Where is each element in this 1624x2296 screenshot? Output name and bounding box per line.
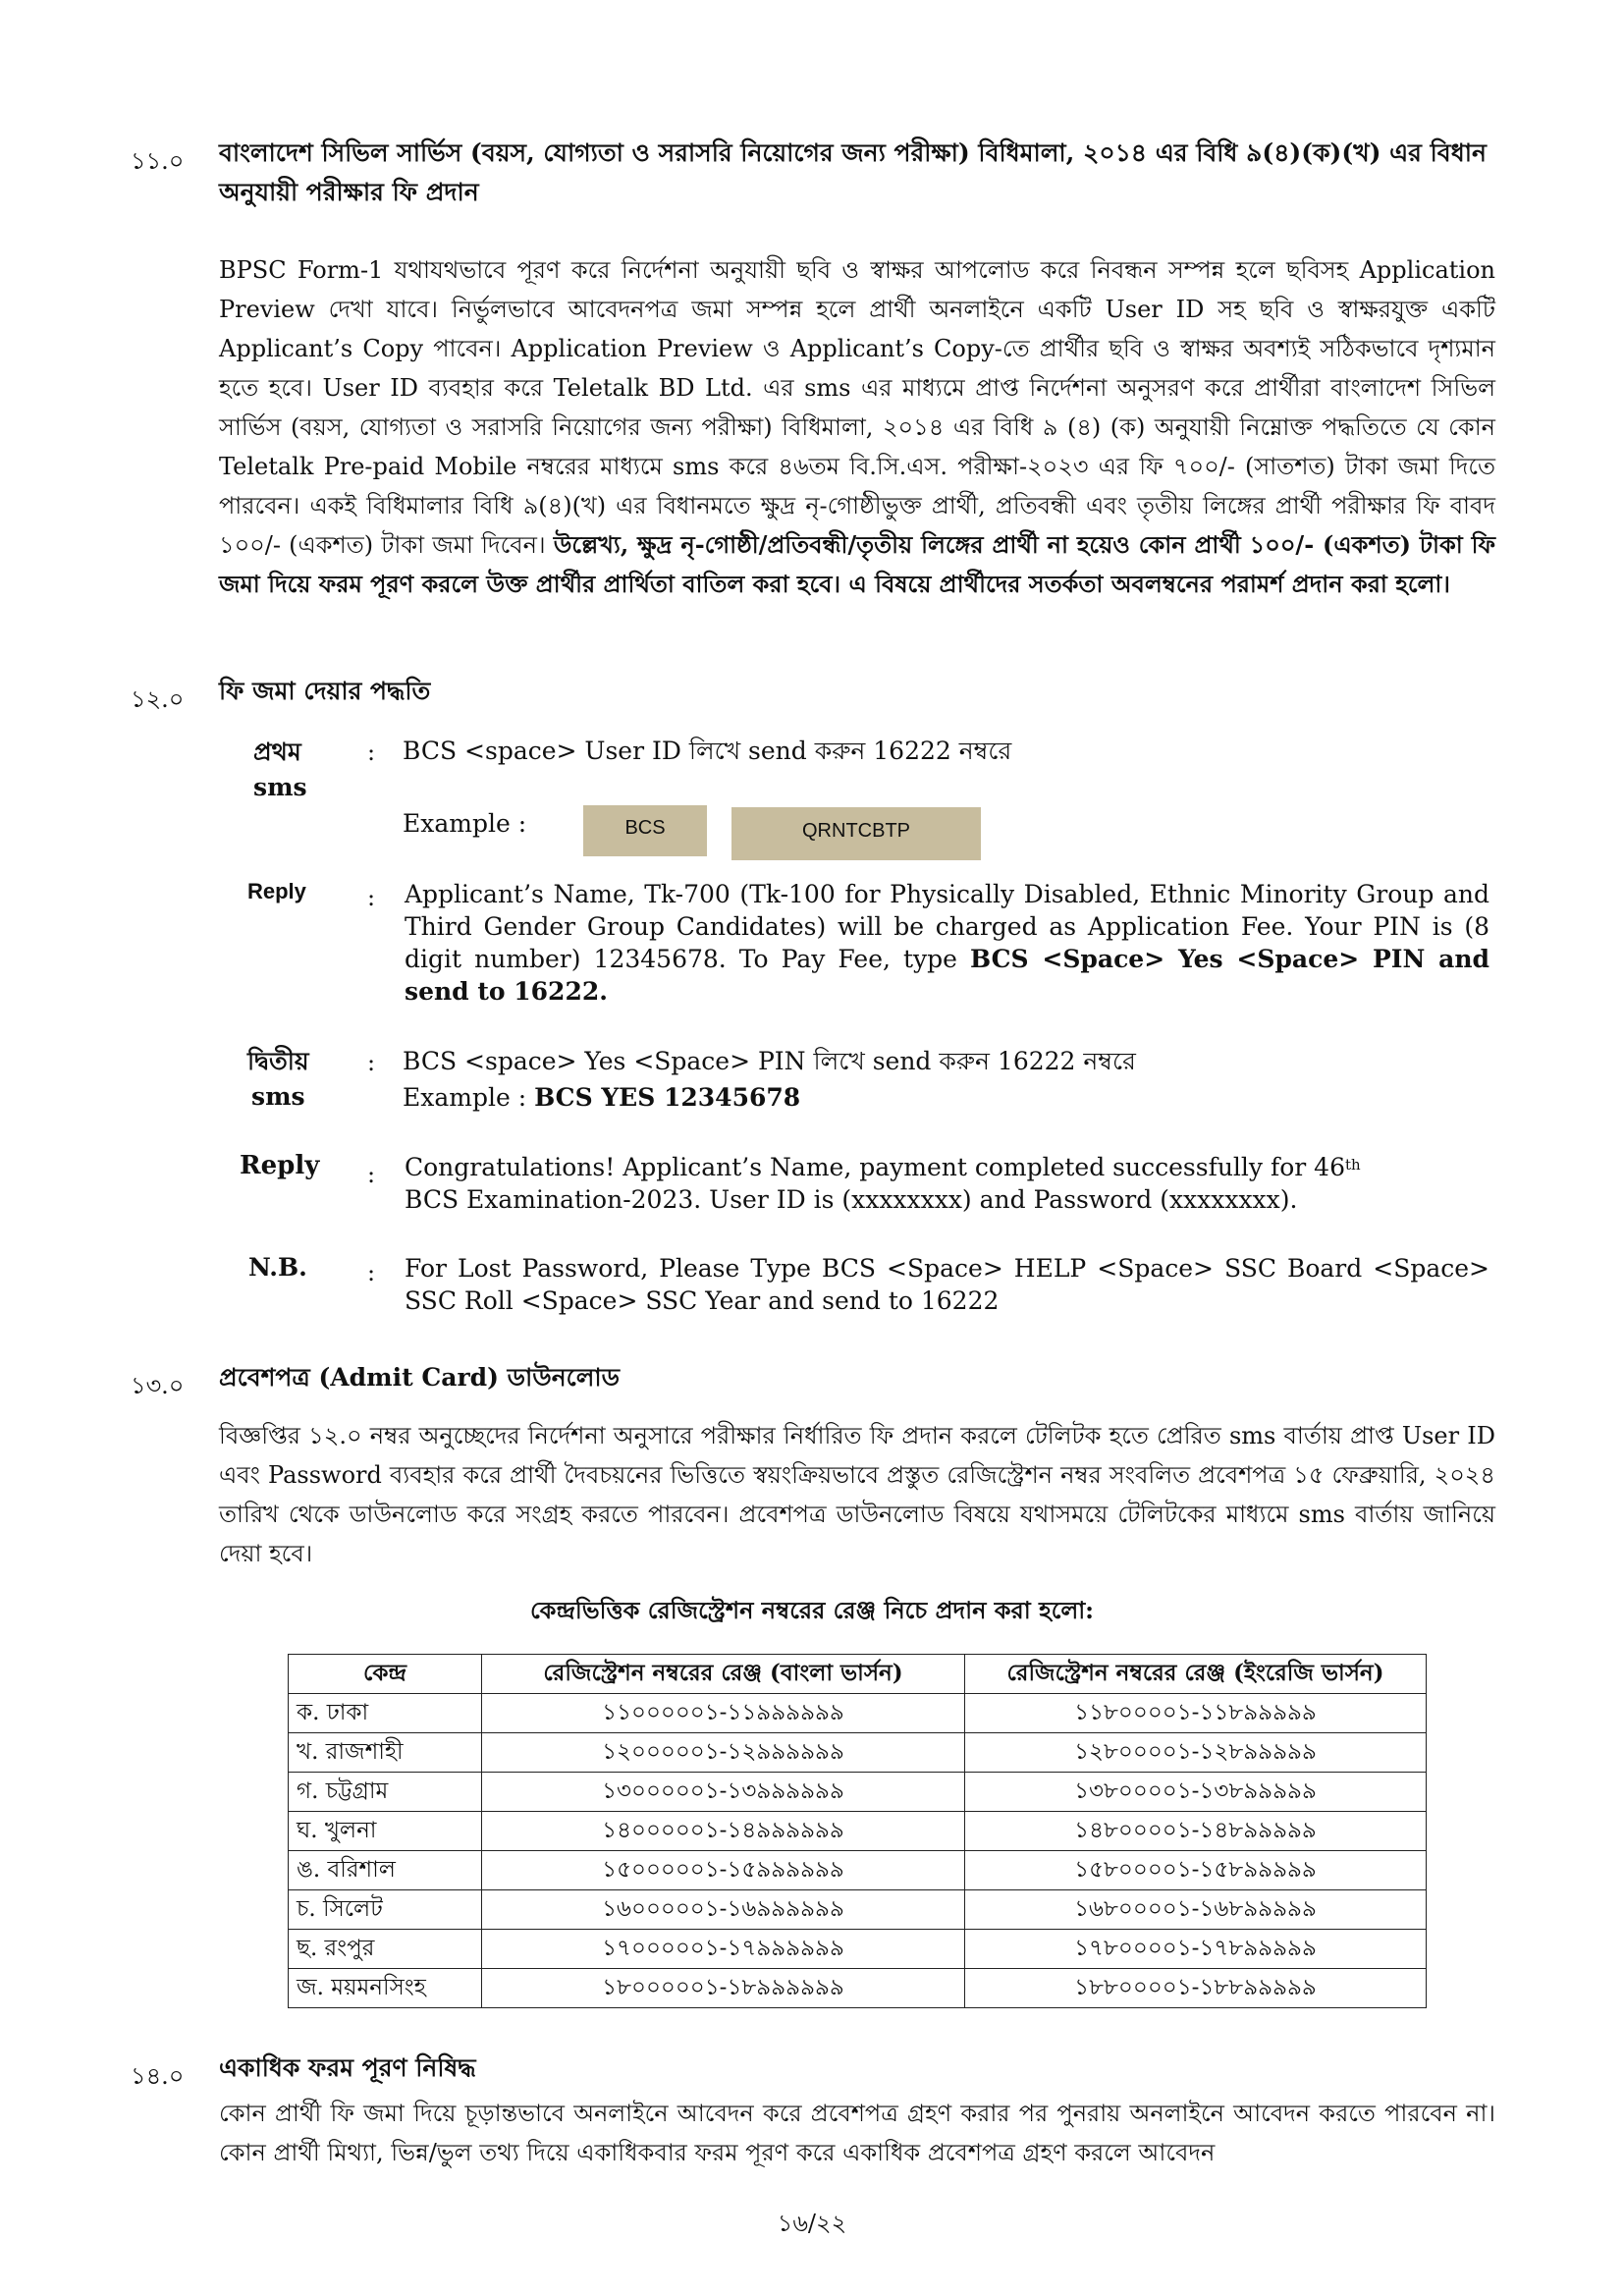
table-row (289, 1969, 1427, 2008)
reply-1-colon: : (367, 884, 376, 911)
second-sms-label-line2: sms (251, 1082, 305, 1111)
bangla-range: ১৬০০০০০১-১৬৯৯৯৯৯৯ (482, 1890, 965, 1930)
second-sms-label (247, 1044, 309, 1115)
section-13-paragraph: বিজ্ঞপ্তির ১২.০ নম্বর অনুচ্ছেদের নির্দেশনা অনুসারে পরীক্ষার নির্ধারিত ফি প্রদান করলে টেলিটক হতে প্রেরিত sms বার্তায় প্রাপ্ত User ID এবং Password ব্যবহার করে প্রার্থী দৈবচয়নের ভিত্তিতে স্বয়ংক্রিয়ভাবে প্রস্তুত রেজিস্ট্রেশন নম্বর সংবলিত প্রবেশপত্র ১৫ ফেব্রুয়ারি, ২০২৪ তারিখ থেকে ডাউনলোড করে সংগ্রহ করতে পারবেন। প্রবেশপত্র ডাউনলোড বিষয়ে যথাসময়ে টেলিটকের মাধ্যমে sms বার্তায় জানিয়ে দেয়া হবে। (219, 1422, 1495, 1567)
english-range: ১৩৮০০০০১-১৩৮৯৯৯৯৯ (965, 1773, 1427, 1812)
table-caption: কেন্দ্রভিত্তিক রেজিস্ট্রেশন নম্বরের রেঞ্জ নিচে প্রদান করা হলো: (529, 1596, 1095, 1624)
center-name: চ. সিলেট (289, 1890, 482, 1930)
bangla-range: ১৫০০০০০১-১৫৯৯৯৯৯৯ (482, 1851, 965, 1890)
second-sms-example (403, 1081, 800, 1114)
bangla-range: ১১০০০০০১-১১৯৯৯৯৯৯ (482, 1694, 965, 1733)
center-name: খ. রাজশাহী (289, 1733, 482, 1773)
table-row (289, 1851, 1427, 1890)
section-11-heading-line2: অনুযায়ী পরীক্ষার ফি প্রদান (219, 178, 479, 206)
registration-range-table (288, 1654, 1427, 2008)
second-sms-instruction: BCS <space> Yes <Space> PIN লিখে send করুন 16222 নম্বরে (403, 1047, 1136, 1075)
section-14-paragraph: কোন প্রার্থী ফি জমা দিয়ে চূড়ান্তভাবে অনলাইনে আবেদন করে প্রবেশপত্র গ্রহণ করার পর পুনরায় অনলাইনে আবেদন করতে পারবেন না। কোন প্রার্থী মিথ্যা, ভিন্ন/ভুল তথ্য দিয়ে একাধিকবার ফরম পূরণ করে একাধিক প্রবেশপত্র গ্রহণ করলে আবেদন (219, 2100, 1495, 2166)
english-range: ১৫৮০০০০১-১৫৮৯৯৯৯৯ (965, 1851, 1427, 1890)
center-name: ছ. রংপুর (289, 1930, 482, 1969)
english-range: ১৮৮০০০০১-১৮৮৯৯৯৯৯ (965, 1969, 1427, 2008)
section-11-paragraph-text: BPSC Form-1 যথাযথভাবে পূরণ করে নির্দেশনা অনুযায়ী ছবি ও স্বাক্ষর আপলোড করে নিবন্ধন সম্পন্ন হলে ছবিসহ Application Preview দেখা যাবে। নির্ভুলভাবে আবেদনপত্র জমা সম্পন্ন হলে প্রার্থী অনলাইনে একটি User ID সহ ছবি ও স্বাক্ষরযুক্ত একটি Applicant’s Copy পাবেন। Application Preview ও Applicant’s Copy-তে প্রার্থীর ছবি ও স্বাক্ষর অবশ্যই সঠিকভাবে দৃশ্যমান হতে হবে। User ID ব্যবহার করে Teletalk BD Ltd. এর sms এর মাধ্যমে প্রাপ্ত নির্দেশনা অনুসরণ করে প্রার্থীরা বাংলাদেশ সিভিল সার্ভিস (বয়স, যোগ্যতা ও সরাসরি নিয়োগের জন্য পরীক্ষা) বিধিমালা, ২০১৪ এর বিধি ৯ (৪) (ক) অনুযায়ী নিম্নোক্ত পদ্ধতিতে যে কোন Teletalk Pre-paid Mobile নম্বরের মাধ্যমে sms করে ৪৬তম বি.সি.এস. পরীক্ষা-২০২৩ এর ফি ৭০০/- (সাতশত) টাকা জমা দিতে পারবেন। একই বিধিমালার বিধি ৯(৪)(খ) এর বিধানমতে ক্ষুদ্র নৃ-গোষ্ঠীভুক্ত প্রার্থী, প্রতিবন্ধী এবং তৃতীয় লিঙ্গের প্রার্থী পরীক্ষার ফি বাবদ ১০০/- (একশত) টাকা জমা দিবেন। (219, 256, 1495, 559)
first-sms-colon: : (367, 738, 376, 766)
bangla-range: ১৭০০০০০১-১৭৯৯৯৯৯৯ (482, 1930, 965, 1969)
english-range: ১১৮০০০০১-১১৮৯৯৯৯৯ (965, 1694, 1427, 1733)
reply-2-label: Reply (240, 1151, 320, 1180)
reply-2-colon: : (367, 1161, 376, 1188)
table-header-english-range: রেজিস্ট্রেশন নম্বরের রেঞ্জ (ইংরেজি ভার্সন) (965, 1655, 1427, 1694)
page-number: ১৬/২২ (777, 2210, 847, 2237)
first-sms-example-label: Example : (403, 809, 527, 838)
section-13-heading: প্রবেশপত্র (Admit Card) ডাউনলোড (219, 1363, 621, 1392)
section-11-heading-line1: বাংলাদেশ সিভিল সার্ভিস (বয়স, যোগ্যতা ও সরাসরি নিয়োগের জন্য পরীক্ষা) বিধিমালা, ২০১৪ এর বিধি ৯(৪)(ক)(খ) এর বিধান (219, 138, 1487, 167)
table-row (289, 1773, 1427, 1812)
english-range: ১৪৮০০০০১-১৪৮৯৯৯৯৯ (965, 1812, 1427, 1851)
bangla-range: ১২০০০০০১-১২৯৯৯৯৯৯ (482, 1733, 965, 1773)
section-14-heading: একাধিক ফরম পূরণ নিষিদ্ধ (219, 2053, 476, 2082)
bangla-range: ১৪০০০০০১-১৪৯৯৯৯৯৯ (482, 1812, 965, 1851)
nb-text: For Lost Password, Please Type BCS <Space> HELP <Space> SSC Board <Space> SSC Roll <Space> SSC Year and send to 16222 (405, 1254, 1489, 1315)
section-12-heading: ফি জমা দেয়ার পদ্ধতি (219, 677, 431, 705)
second-sms-colon: : (367, 1049, 376, 1076)
nb-colon: : (367, 1259, 376, 1286)
center-name: ঘ. খুলনা (289, 1812, 482, 1851)
second-sms-example-value: BCS YES 12345678 (534, 1083, 801, 1112)
first-sms-label-line1: প্রথম (253, 738, 301, 766)
example-box-userid: QRNTCBTP (731, 807, 981, 860)
nb-label: N.B. (248, 1253, 307, 1282)
table-header-center: কেন্দ্র (289, 1655, 482, 1694)
table-row (289, 1890, 1427, 1930)
table-row (289, 1930, 1427, 1969)
first-sms-label-line2: sms (253, 773, 307, 801)
table-row (289, 1812, 1427, 1851)
center-name: ক. ঢাকা (289, 1694, 482, 1733)
example-box-bcs: BCS (583, 805, 707, 856)
bangla-range: ১৩০০০০০১-১৩৯৯৯৯৯৯ (482, 1773, 965, 1812)
table-row (289, 1733, 1427, 1773)
reply-2-text (405, 1151, 1489, 1216)
second-sms-label-line1: দ্বিতীয় (247, 1047, 309, 1075)
center-name: জ. ময়মনসিংহ (289, 1969, 482, 2008)
reply-1-message: Applicant’s Name, Tk-700 (Tk-100 for Physically Disabled, Ethnic Minority Group and Third Gender Group Candidates) will be charged as Application Fee. Your PIN is (8 digit number) 12345678. To Pay Fee, type (405, 880, 1489, 973)
center-name: গ. চট্টগ্রাম (289, 1773, 482, 1812)
section-11-heading (219, 134, 1495, 212)
table-header-row (289, 1655, 1427, 1694)
reply-1-label: Reply (247, 879, 306, 903)
section-11-number: ১১.০ (131, 147, 185, 175)
reply-2-line1-text: Congratulations! Applicant’s Name, payment completed successfully for 46 (405, 1153, 1345, 1181)
center-name: ঙ. বরিশাল (289, 1851, 482, 1890)
reply-2-superscript: th (1345, 1156, 1361, 1174)
reply-2-line2: BCS Examination-2023. User ID is (xxxxxxxx) and Password (xxxxxxxx). (405, 1185, 1298, 1214)
section-11-paragraph (219, 250, 1495, 604)
section-13-number: ১৩.০ (131, 1372, 185, 1399)
table-row (289, 1694, 1427, 1733)
reply-2-line1 (405, 1151, 1489, 1183)
english-range: ১২৮০০০০১-১২৮৯৯৯৯৯ (965, 1733, 1427, 1773)
reply-1-text (405, 878, 1489, 1008)
first-sms-instruction: BCS <space> User ID লিখে send করুন 16222 নম্বরে (403, 737, 1012, 765)
section-14-number: ১৪.০ (131, 2062, 185, 2090)
section-12-number: ১২.০ (131, 685, 185, 713)
first-sms-label (253, 735, 307, 805)
english-range: ১৬৮০০০০১-১৬৮৯৯৯৯৯ (965, 1890, 1427, 1930)
bangla-range: ১৮০০০০০১-১৮৯৯৯৯৯৯ (482, 1969, 965, 2008)
table-header-bangla-range: রেজিস্ট্রেশন নম্বরের রেঞ্জ (বাংলা ভার্সন) (482, 1655, 965, 1694)
reply-1-command: BCS <Space> Yes <Space> PIN and send to 16222. (405, 945, 1489, 1006)
section-11-warning: উল্লেখ্য, ক্ষুদ্র নৃ-গোষ্ঠী/প্রতিবন্ধী/তৃতীয় লিঙ্গের প্রার্থী না হয়েও কোন প্রার্থী ১০০/- (একশত) টাকা ফি জমা দিয়ে ফরম পূরণ করলে উক্ত প্রার্থীর প্রার্থিতা বাতিল করা হবে। এ বিষয়ে প্রার্থীদের সতর্কতা অবলম্বনের পরামর্শ প্রদান করা হলো। (219, 530, 1496, 598)
english-range: ১৭৮০০০০১-১৭৮৯৯৯৯৯ (965, 1930, 1427, 1969)
second-sms-example-label: Example : (403, 1083, 527, 1112)
